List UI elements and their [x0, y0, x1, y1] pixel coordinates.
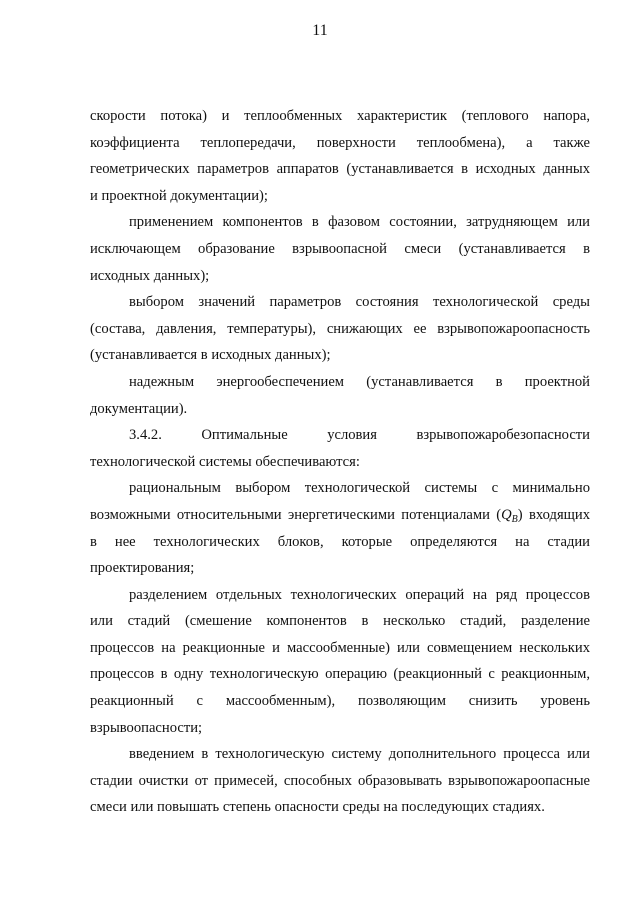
text-line: или стадий (смешение компонентов в несколько стадий, разделение [90, 613, 590, 630]
text-line: исходных данных); [90, 267, 210, 284]
page-number: 11 [312, 22, 328, 39]
text-line: проектирования; [90, 560, 195, 577]
text-line: взрывоопасности; [90, 719, 203, 736]
text-line: введением в технологическую систему дополнительного процесса или [129, 746, 590, 763]
formula-q-subscript: В [511, 513, 518, 525]
text-line: разделением отдельных технологических операций на ряд процессов [129, 586, 590, 603]
text-line: применением компонентов в фазовом состоянии, затрудняющем или [129, 214, 590, 231]
paragraph-8 [90, 741, 590, 821]
paragraph-2 [90, 209, 590, 289]
text-line: смеси или повышать степень опасности среды на последующих стадиях. [90, 799, 545, 816]
text-line: реакционный с массообменным), позволяющим снизить уровень [90, 693, 590, 710]
formula-q-symbol: Q [501, 506, 512, 523]
text-line: стадии очистки от примесей, способных образовывать взрывопожароопасные [90, 772, 590, 789]
text-line: исключающем образование взрывоопасной смеси (устанавливается в [90, 240, 590, 257]
text-line: геометрических параметров аппаратов (устанавливается в исходных данных [90, 161, 590, 178]
paragraph-7 [90, 582, 590, 742]
paragraph-1 [90, 103, 590, 209]
paragraph-4 [90, 369, 590, 422]
paragraph-6 [90, 475, 590, 581]
text-line: коэффициента теплопередачи, поверхности теплообмена), а также [90, 134, 590, 151]
text-line: (состава, давления, температуры), снижающих ее взрывопожароопасность [90, 320, 590, 337]
text-line: документации). [90, 400, 188, 417]
text-fragment: возможными относительными энергетическими потенциалами ( [90, 506, 502, 523]
section-heading-line: 3.4.2. Оптимальные условия взрывопожаробезопасности [129, 427, 590, 444]
text-line: в нее технологических блоков, которые определяются на стадии [90, 533, 590, 550]
paragraph-3 [90, 289, 590, 369]
text-line: выбором значений параметров состояния технологической среды [129, 294, 590, 311]
paragraph-section-3-4-2 [90, 422, 590, 475]
text-line: процессов на реакционные и массообменные) или совмещением нескольких [90, 639, 590, 656]
text-line: технологической системы обеспечиваются: [90, 453, 360, 470]
text-line: рациональным выбором технологической системы с минимально [129, 480, 590, 497]
text-line: процессов в одну технологическую операцию (реакционный с реакционным, [90, 666, 590, 683]
text-line-with-formula [90, 502, 590, 529]
text-line: скорости потока) и теплообменных характеристик (теплового напора, [90, 108, 590, 124]
body-text [90, 103, 590, 821]
text-line: и проектной документации); [90, 187, 268, 204]
text-line: (устанавливается в исходных данных); [90, 347, 331, 364]
text-line: надежным энергообеспечением (устанавливается в проектной [129, 373, 590, 390]
text-fragment: ) входящих [517, 506, 591, 523]
